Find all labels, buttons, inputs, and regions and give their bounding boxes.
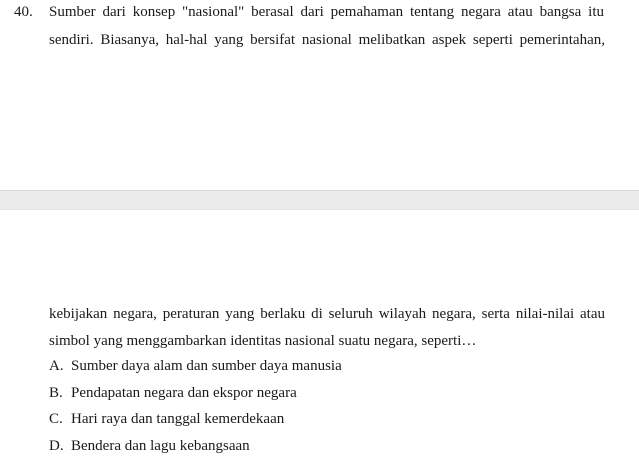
option-letter: B. [49, 385, 63, 401]
question-text-line-1: Sumber dari konsep "nasional" berasal dari pemahaman tentang negara atau bangsa itu [49, 4, 604, 20]
option-text: Hari raya dan tanggal kemerdekaan [71, 411, 285, 427]
question-text-line-4: simbol yang menggambarkan identitas nasional suatu negara, seperti… [49, 333, 477, 349]
option-text: Pendapatan negara dan ekspor negara [71, 385, 297, 401]
option-text: Sumber daya alam dan sumber daya manusia [71, 358, 342, 374]
option-c[interactable] [49, 410, 284, 428]
question-text-line-3: kebijakan negara, peraturan yang berlaku di seluruh wilayah negara, serta nilai-nilai atau [49, 306, 605, 322]
option-b[interactable] [49, 384, 297, 402]
option-letter: D. [49, 438, 64, 454]
option-letter: C. [49, 411, 63, 427]
page-break-gap [0, 190, 639, 210]
option-a[interactable] [49, 357, 342, 375]
page-top-section [0, 0, 639, 190]
question-number: 40. [14, 4, 33, 20]
question-text-line-2: sendiri. Biasanya, hal-hal yang bersifat nasional melibatkan aspek seperti pemerintahan, [49, 32, 605, 48]
option-text: Bendera dan lagu kebangsaan [71, 438, 250, 454]
option-letter: A. [49, 358, 64, 374]
option-d[interactable] [49, 437, 250, 455]
